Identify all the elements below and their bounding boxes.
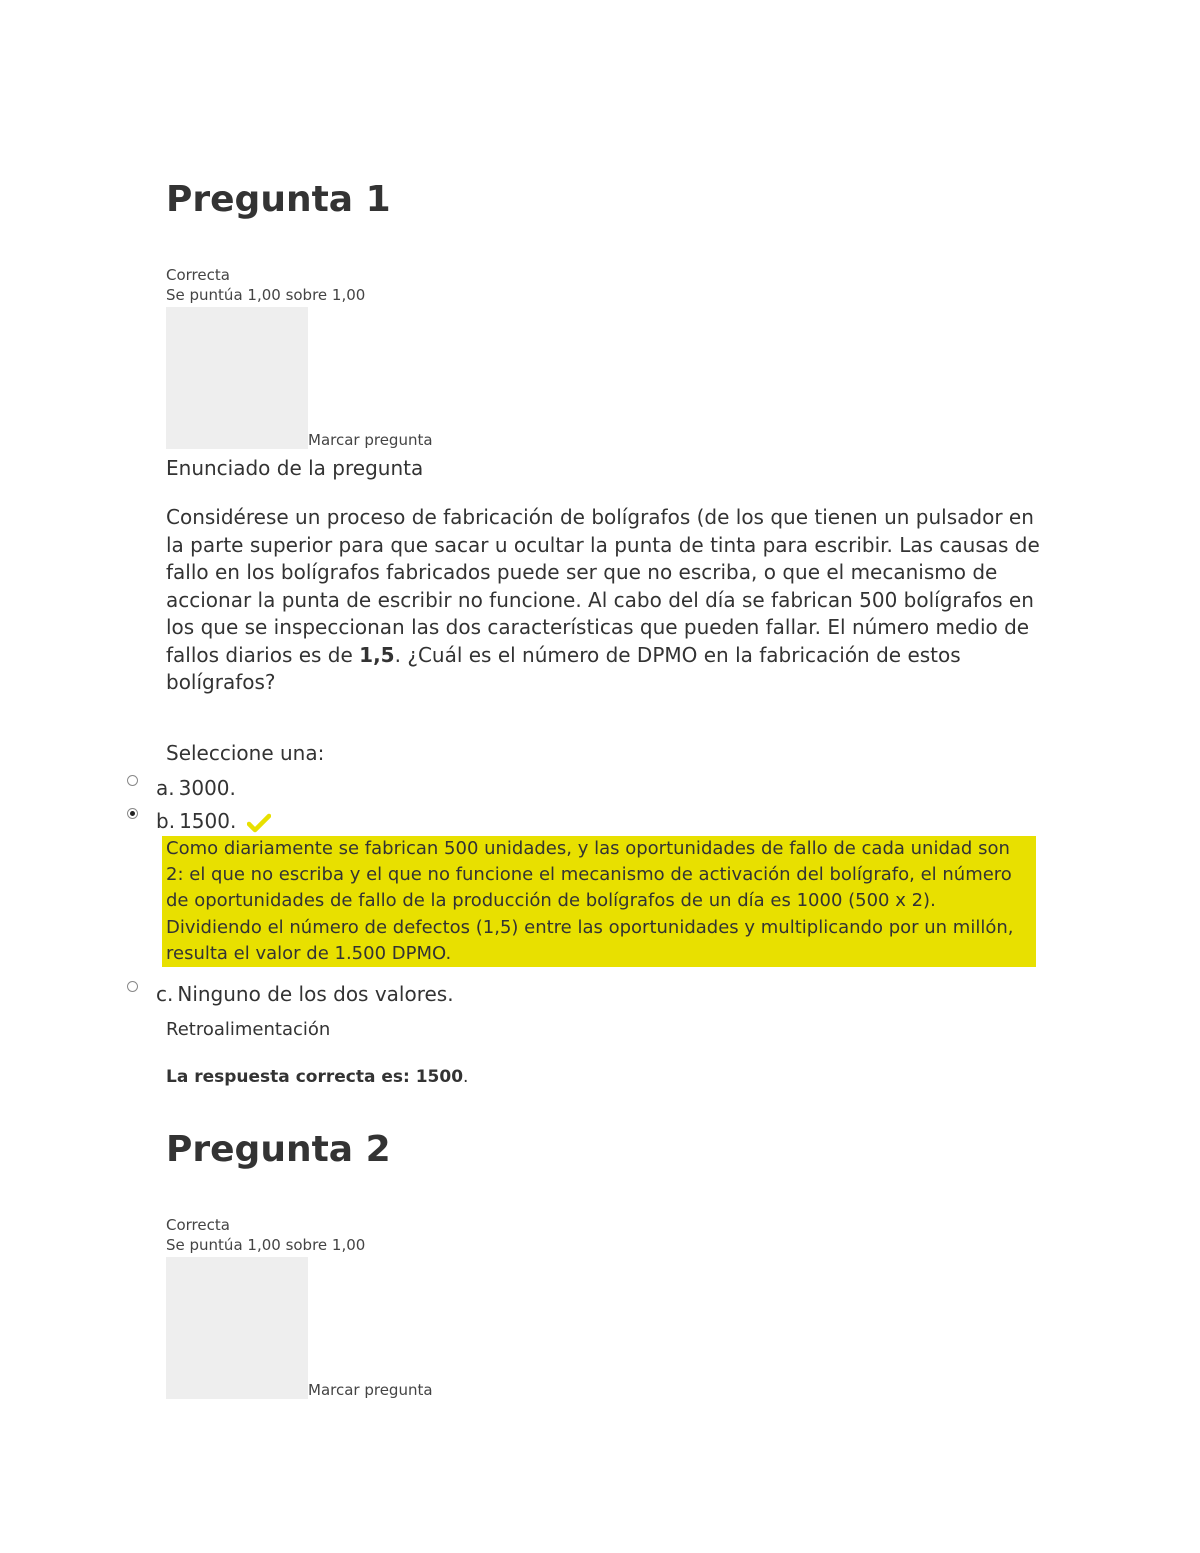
select-one-prompt: Seleccione una: — [166, 741, 325, 765]
option-a-letter: a. — [156, 776, 175, 800]
option-c-radio[interactable] — [127, 981, 138, 992]
flag-question-link[interactable]: Marcar pregunta — [308, 1381, 433, 1399]
question-2-grade: Se puntúa 1,00 sobre 1,00 — [166, 1236, 366, 1254]
correct-answer — [166, 1067, 468, 1087]
flag-placeholder-icon[interactable] — [166, 1257, 308, 1399]
flag-placeholder-icon[interactable] — [166, 307, 308, 449]
question-2-state: Correcta — [166, 1216, 230, 1234]
question-text-heading: Enunciado de la pregunta — [166, 456, 424, 480]
question-1-grade: Se puntúa 1,00 sobre 1,00 — [166, 286, 366, 304]
specific-feedback: Como diariamente se fabrican 500 unidades, y las oportunidades de fallo de cada unidad son 2: el que no escriba y el que no funcione el mecanismo de activación del bolígrafo, el número de oportunidades de fallo de la producción de bolígrafos de un día es 1000 (500 x 2). Dividiendo el número de defectos (1,5) entre las oportunidades y multiplicando por un millón, resulta el valor de 1.500 DPMO. — [162, 836, 1036, 967]
option-a[interactable] — [156, 776, 236, 800]
option-b-radio[interactable] — [127, 808, 138, 819]
option-a-radio[interactable] — [127, 775, 138, 786]
option-c-letter: c. — [156, 982, 174, 1006]
question-2-title: Pregunta 2 — [166, 1129, 391, 1170]
correct-answer-end: . — [463, 1067, 469, 1087]
correct-answer-label: La respuesta correcta es: 1500 — [166, 1067, 464, 1087]
option-c[interactable] — [156, 982, 454, 1006]
check-icon — [247, 813, 271, 833]
question-1-title: Pregunta 1 — [166, 179, 391, 220]
option-b[interactable] — [156, 809, 271, 833]
flag-question-link[interactable]: Marcar pregunta — [308, 431, 433, 449]
question-1-state: Correcta — [166, 266, 230, 284]
question-1-text — [166, 504, 1046, 697]
option-c-text: Ninguno de los dos valores. — [177, 982, 454, 1006]
option-b-text: 1500. — [179, 809, 237, 833]
option-a-text: 3000. — [178, 776, 236, 800]
question-text-part2: . ¿Cuál es el número de DPMO en la fabricación de estos bolígrafos? — [166, 642, 961, 694]
feedback-heading: Retroalimentación — [166, 1019, 331, 1040]
question-text-bold: 1,5 — [359, 642, 395, 667]
question-text-part1: Considérese un proceso de fabricación de bolígrafos (de los que tienen un pulsador en la parte superior para que sacar u ocultar la punta de tinta para escribir. Las causas de fallo en los bolígrafos fabricados puede ser que no escriba, o que el mecanismo de accionar la punta de escribir no funcione. Al cabo del día se fabrican 500 bolígrafos en los que se inspeccionan las dos características que pueden fallar. El número medio de fallos diarios es de — [166, 505, 1040, 667]
option-b-letter: b. — [156, 809, 176, 833]
